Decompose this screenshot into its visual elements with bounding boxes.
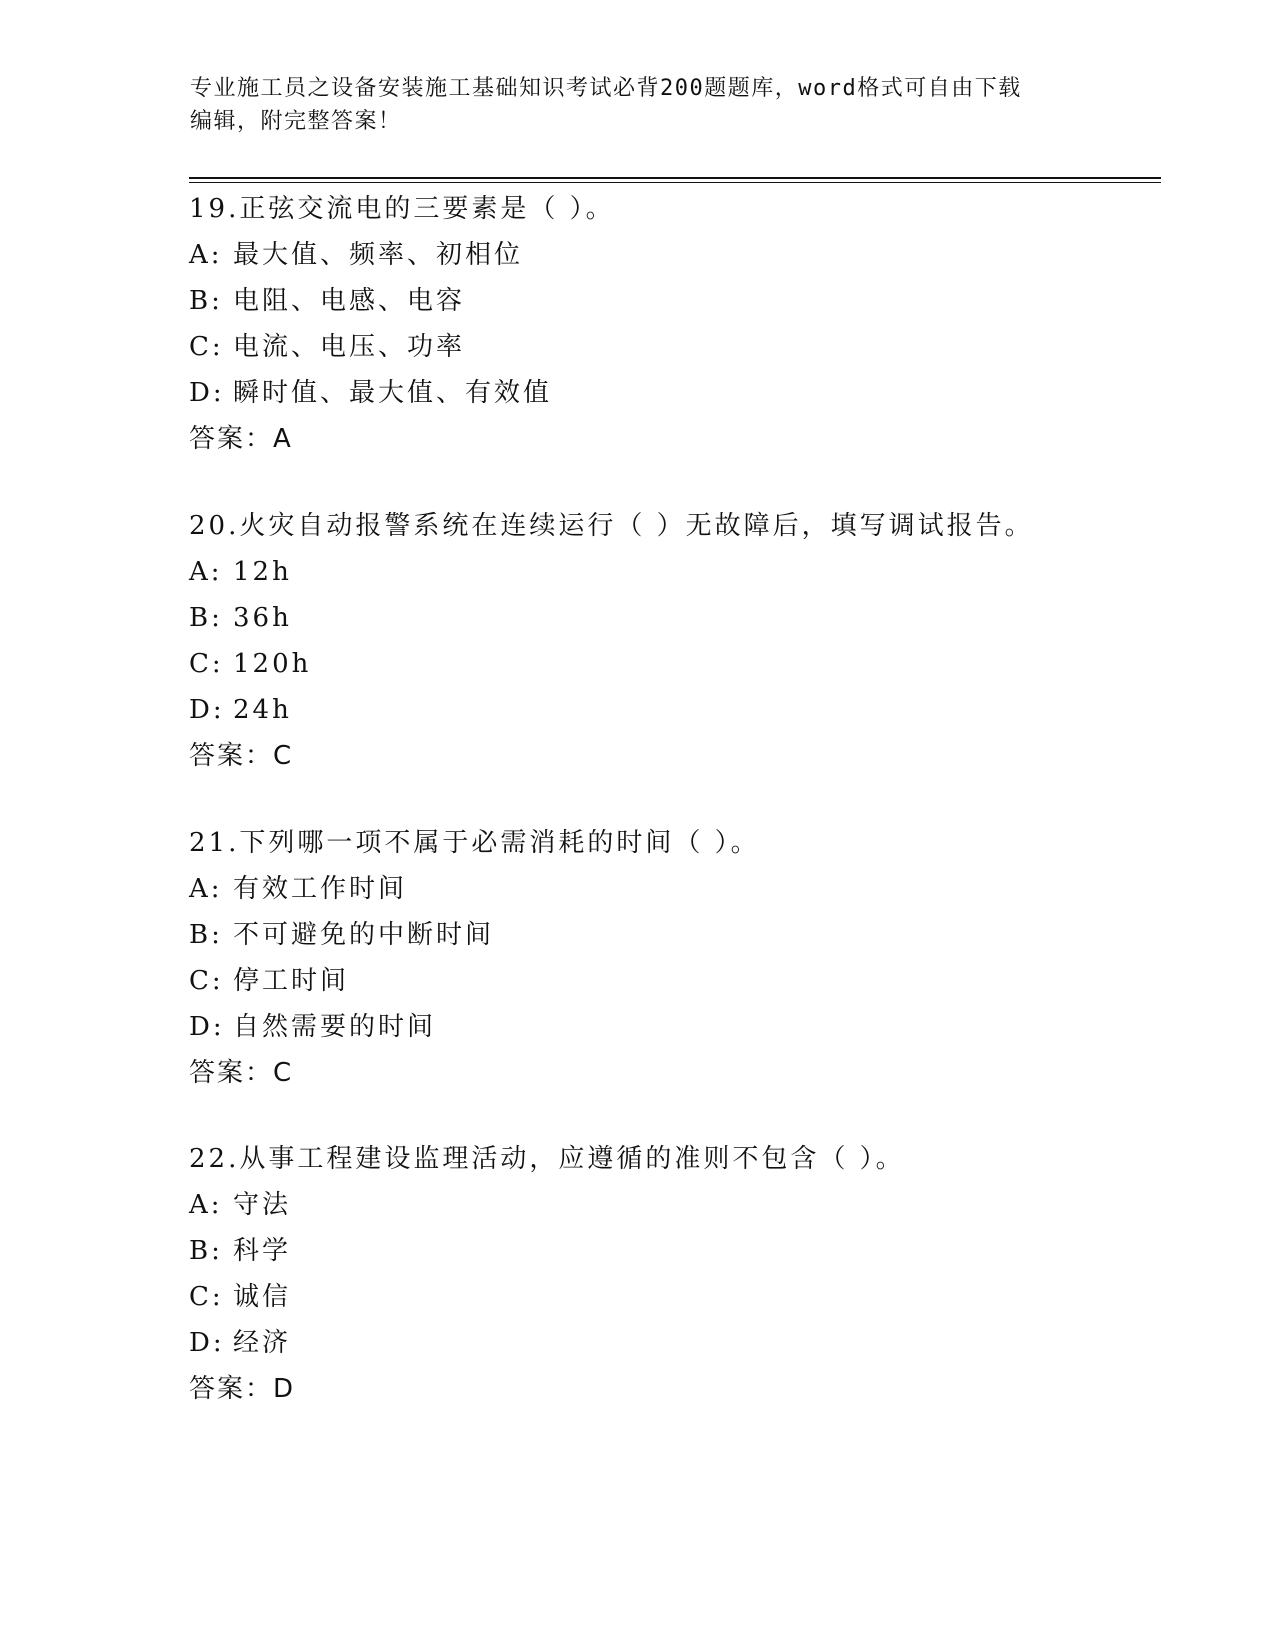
question-block (189, 503, 1169, 779)
option-text: 电阻、电感、电容 (233, 286, 466, 316)
option-text: 有效工作时间 (233, 874, 408, 904)
option-text: 24h (233, 695, 292, 725)
document-header (190, 72, 1090, 138)
option-text: 电流、电压、功率 (233, 332, 466, 362)
option-d (189, 687, 1169, 733)
option-letter: A: (189, 240, 223, 270)
option-text: 不可避免的中断时间 (233, 920, 495, 950)
option-b (189, 1228, 1169, 1274)
header-title-line1: 专业施工员之设备安装施工基础知识考试必背200题题库，word格式可自由下载 (190, 76, 1022, 101)
option-a (189, 1182, 1169, 1228)
option-text: 36h (233, 603, 292, 633)
option-letter: C: (189, 649, 224, 679)
option-letter: B: (189, 920, 223, 950)
question-block (189, 1136, 1169, 1412)
answer-line: 答案：C (189, 1058, 294, 1088)
header-divider-thin (189, 182, 1161, 183)
option-letter: B: (189, 1236, 223, 1266)
option-letter: C: (189, 1282, 224, 1312)
option-a (189, 866, 1169, 912)
option-b (189, 912, 1169, 958)
option-letter: C: (189, 332, 224, 362)
option-c (189, 641, 1169, 687)
option-letter: C: (189, 966, 224, 996)
option-text: 瞬时值、最大值、有效值 (233, 378, 553, 408)
option-letter: D: (189, 378, 225, 408)
option-b (189, 278, 1169, 324)
option-text: 最大值、频率、初相位 (233, 240, 524, 270)
option-letter: A: (189, 1190, 223, 1220)
question-block (189, 186, 1169, 462)
question-stem: 20.火灾自动报警系统在连续运行（ ）无故障后，填写调试报告。 (189, 511, 1034, 541)
option-c (189, 1274, 1169, 1320)
option-a (189, 232, 1169, 278)
option-c (189, 958, 1169, 1004)
question-stem: 22.从事工程建设监理活动，应遵循的准则不包含（ ）。 (189, 1144, 905, 1174)
option-text: 诚信 (233, 1282, 292, 1312)
option-letter: B: (189, 286, 223, 316)
answer-line: 答案：C (189, 741, 294, 771)
option-b (189, 595, 1169, 641)
option-c (189, 324, 1169, 370)
header-title-line2: 编辑，附完整答案！ (190, 109, 402, 134)
option-text: 守法 (233, 1190, 292, 1220)
option-text: 自然需要的时间 (233, 1012, 437, 1042)
option-text: 12h (233, 557, 292, 587)
option-letter: D: (189, 1328, 225, 1358)
answer-line: 答案：D (189, 1374, 296, 1404)
option-letter: B: (189, 603, 223, 633)
option-text: 停工时间 (233, 966, 350, 996)
option-letter: A: (189, 557, 223, 587)
question-block (189, 820, 1169, 1096)
answer-line: 答案：A (189, 424, 293, 454)
option-letter: D: (189, 695, 225, 725)
option-text: 120h (233, 649, 312, 679)
option-d (189, 1320, 1169, 1366)
option-d (189, 370, 1169, 416)
option-d (189, 1004, 1169, 1050)
option-text: 经济 (233, 1328, 292, 1358)
option-a (189, 549, 1169, 595)
header-divider-thick (189, 177, 1161, 179)
option-letter: D: (189, 1012, 225, 1042)
question-stem: 21.下列哪一项不属于必需消耗的时间（ ）。 (189, 828, 760, 858)
option-letter: A: (189, 874, 223, 904)
option-text: 科学 (233, 1236, 292, 1266)
question-stem: 19.正弦交流电的三要素是（ ）。 (189, 194, 615, 224)
